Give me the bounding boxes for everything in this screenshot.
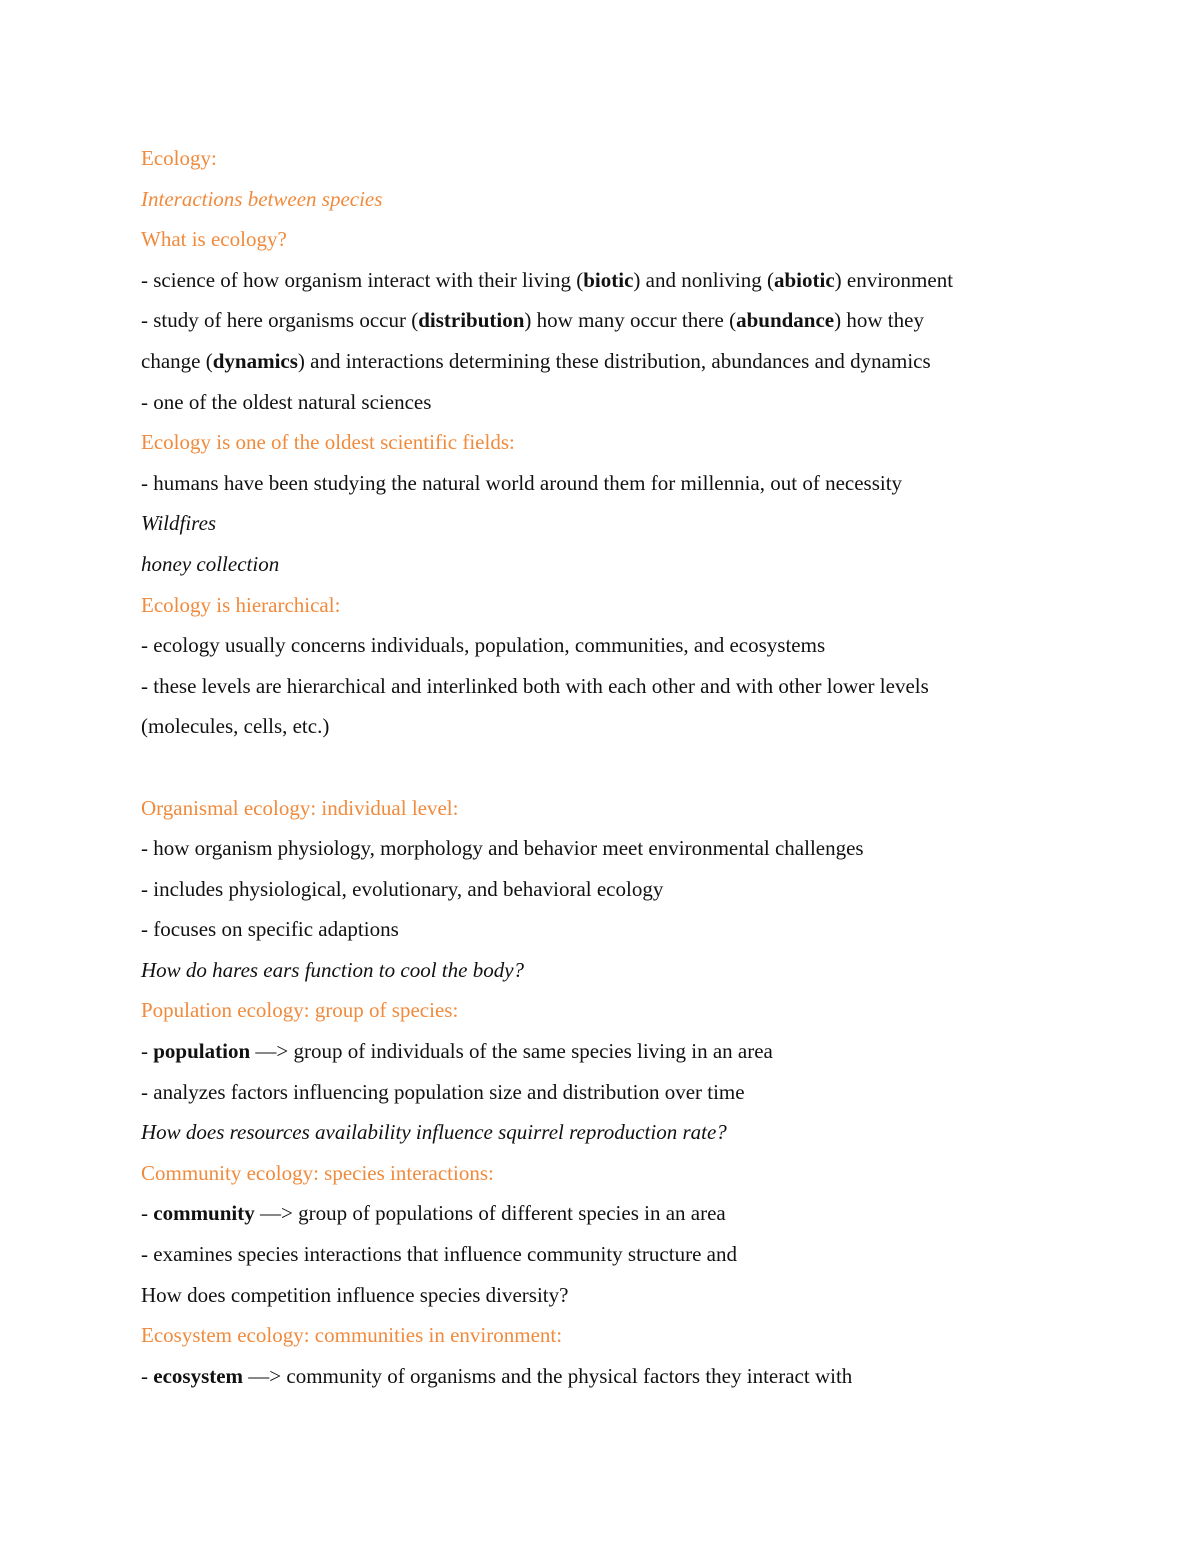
- text-run: ) and nonliving (: [633, 267, 774, 292]
- text-run: - study of here organisms occur (: [141, 308, 419, 333]
- italic-example-line: How does resources availability influence squirrel reproduction rate?: [141, 1120, 727, 1145]
- bold-term: distribution: [418, 308, 525, 333]
- blank-line: [141, 747, 1071, 788]
- bold-term: biotic: [583, 267, 634, 292]
- bold-term: population: [153, 1039, 251, 1064]
- body-line: - examines species interactions that influence community structure and: [141, 1242, 737, 1267]
- body-line: [141, 1193, 1071, 1234]
- body-line: - humans have been studying the natural world around them for millennia, out of necessity: [141, 470, 903, 495]
- body-line: - includes physiological, evolutionary, and behavioral ecology: [141, 876, 664, 901]
- text-run: —> group of populations of different species in an area: [254, 1201, 726, 1226]
- document-body: [141, 138, 1071, 1396]
- text-run: - science of how organism interact with their living (: [141, 267, 584, 292]
- text-run: change (: [141, 348, 213, 373]
- bold-term: community: [153, 1201, 255, 1226]
- body-line: (molecules, cells, etc.): [141, 714, 330, 739]
- bold-term: abiotic: [773, 267, 835, 292]
- text-run: ) how many occur there (: [524, 308, 737, 333]
- bold-term: abundance: [736, 308, 835, 333]
- section-heading: What is ecology?: [141, 227, 287, 252]
- text-run: ) environment: [834, 267, 954, 292]
- section-heading: Population ecology: group of species:: [141, 998, 459, 1023]
- text-run: ) and interactions determining these distribution, abundances and dynamics: [297, 348, 931, 373]
- bold-term: ecosystem: [153, 1363, 244, 1388]
- body-line: - analyzes factors influencing population size and distribution over time: [141, 1079, 745, 1104]
- body-line: - ecology usually concerns individuals, population, communities, and ecosystems: [141, 633, 826, 658]
- text-run: ) how they: [834, 308, 924, 333]
- body-line: [141, 300, 1071, 341]
- section-heading: Organismal ecology: individual level:: [141, 795, 459, 820]
- text-run: -: [141, 1201, 154, 1226]
- body-line: How does competition influence species diversity?: [141, 1282, 569, 1307]
- body-line: - these levels are hierarchical and interlinked both with each other and with other lower levels: [141, 673, 929, 698]
- italic-example-line: How do hares ears function to cool the body?: [141, 957, 525, 982]
- body-line: [141, 260, 1071, 301]
- text-run: —> community of organisms and the physical factors they interact with: [243, 1363, 853, 1388]
- section-heading: Community ecology: species interactions:: [141, 1160, 494, 1185]
- body-line: - focuses on specific adaptions: [141, 917, 399, 942]
- section-heading: Ecology:: [141, 146, 217, 170]
- italic-example-line: honey collection: [141, 551, 280, 576]
- section-heading: Ecosystem ecology: communities in environment:: [141, 1323, 563, 1348]
- text-run: -: [141, 1039, 154, 1064]
- text-run: -: [141, 1363, 154, 1388]
- body-line: [141, 341, 1071, 382]
- document-subtitle: Interactions between species: [141, 186, 383, 211]
- section-heading: Ecology is hierarchical:: [141, 592, 341, 617]
- body-line: - how organism physiology, morphology and behavior meet environmental challenges: [141, 836, 864, 861]
- body-line: [141, 1356, 1071, 1397]
- text-run: —> group of individuals of the same species living in an area: [250, 1039, 773, 1064]
- section-heading: Ecology is one of the oldest scientific fields:: [141, 430, 515, 455]
- body-line: [141, 1031, 1071, 1072]
- body-line: - one of the oldest natural sciences: [141, 389, 432, 414]
- italic-example-line: Wildfires: [141, 511, 217, 536]
- bold-term: dynamics: [212, 348, 298, 373]
